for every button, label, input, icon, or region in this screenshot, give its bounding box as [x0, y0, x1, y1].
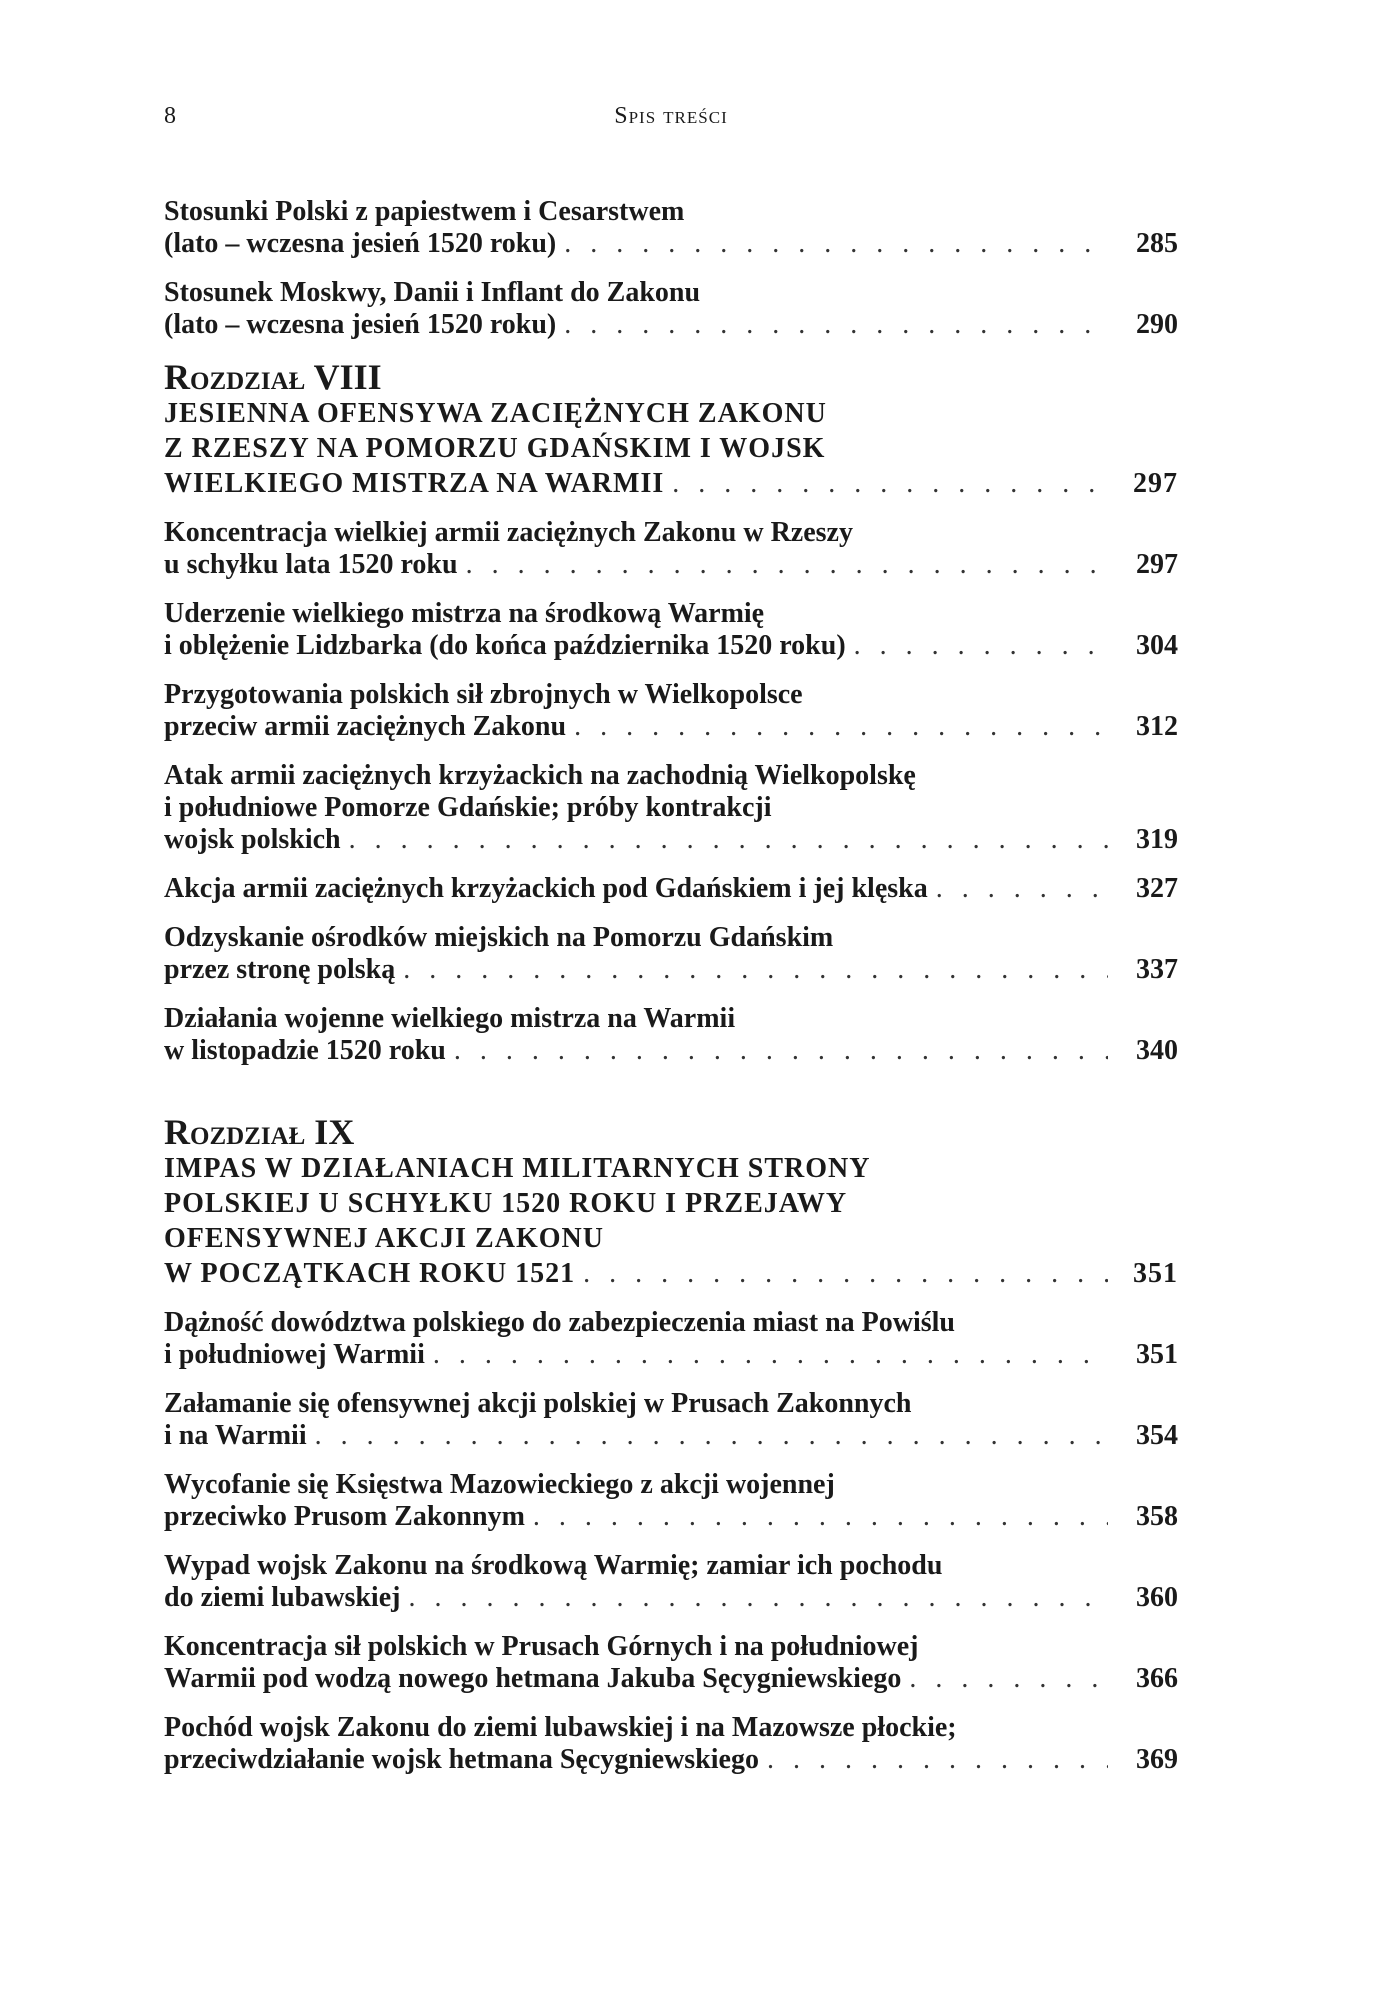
- entry-line: do ziemi lubawskiej: [164, 1582, 401, 1613]
- entry-line: i południowej Warmii: [164, 1339, 425, 1370]
- toc-entry: [164, 196, 1178, 260]
- entry-line: i oblężenie Lidzbarka (do końca października 1520 roku): [164, 630, 846, 661]
- dot-leader: [433, 1339, 1108, 1371]
- entry-line: Koncentracja sił polskich w Prusach Górnych i na południowej: [164, 1631, 919, 1662]
- entry-line: przez stronę polską: [164, 954, 396, 985]
- dot-leader: [564, 309, 1108, 341]
- entry-line: przeciw armii zaciężnych Zakonu: [164, 711, 567, 742]
- chapter-label: Rozdział VIII: [164, 357, 382, 397]
- entry-page-number: 340: [1136, 1035, 1178, 1066]
- entry-page-number: 285: [1136, 228, 1178, 259]
- chapter-title: [164, 396, 1178, 501]
- entry-page-number: 366: [1136, 1663, 1178, 1694]
- entry-last-line: [164, 1663, 1178, 1695]
- entry-last-line: [164, 1256, 1178, 1291]
- entry-line: Z RZESZY NA POMORZU GDAŃSKIM I WOJSK: [164, 433, 826, 464]
- entry-line: u schyłku lata 1520 roku: [164, 549, 458, 580]
- entry-page-number: 360: [1136, 1582, 1178, 1613]
- toc-entry: [164, 1712, 1178, 1776]
- entry-line: Działania wojenne wielkiego mistrza na Warmii: [164, 1003, 736, 1034]
- entry-line: Koncentracja wielkiej armii zaciężnych Zakonu w Rzeszy: [164, 517, 853, 548]
- toc-section-pre: [164, 196, 1178, 341]
- entry-line: JESIENNA OFENSYWA ZACIĘŻNYCH ZAKONU: [164, 398, 827, 429]
- toc-entry: [164, 922, 1178, 986]
- dot-leader: [574, 711, 1108, 743]
- entry-line: POLSKIEJ U SCHYŁKU 1520 ROKU I PRZEJAWY: [164, 1188, 848, 1219]
- entry-line: Atak armii zaciężnych krzyżackich na zachodnią Wielkopolskę: [164, 760, 916, 791]
- dot-leader: [403, 954, 1108, 986]
- toc-entry: [164, 1631, 1178, 1695]
- table-of-contents: [164, 196, 1178, 1793]
- dot-leader: [564, 228, 1108, 260]
- entry-line: Wycofanie się Księstwa Mazowieckiego z akcji wojennej: [164, 1469, 835, 1500]
- entry-last-line: [164, 824, 1178, 856]
- entry-page-number: 327: [1136, 873, 1178, 904]
- entry-last-line: [164, 466, 1178, 501]
- entry-line: przeciwko Prusom Zakonnym: [164, 1501, 525, 1532]
- dot-leader: [909, 1663, 1108, 1695]
- page-number: 8: [164, 103, 176, 129]
- dot-leader: [466, 549, 1108, 581]
- dot-leader: [854, 630, 1108, 662]
- entry-page-number: 290: [1136, 309, 1178, 340]
- toc-entry: [164, 1550, 1178, 1614]
- entry-line: i południowe Pomorze Gdańskie; próby kontrakcji: [164, 792, 772, 823]
- entry-page-number: 312: [1136, 711, 1178, 742]
- chapter-8-entries: [164, 517, 1178, 1067]
- chapter-title: [164, 1151, 1178, 1291]
- entry-page-number: 358: [1136, 1501, 1178, 1532]
- entry-line: W POCZĄTKACH ROKU 1521: [164, 1258, 576, 1289]
- dot-leader: [767, 1744, 1108, 1776]
- entry-line: IMPAS W DZIAŁANIACH MILITARNYCH STRONY: [164, 1153, 871, 1184]
- toc-entry: [164, 517, 1178, 581]
- entry-page-number: 351: [1133, 1258, 1178, 1289]
- entry-page-number: 304: [1136, 630, 1178, 661]
- toc-entry: [164, 1307, 1178, 1371]
- dot-leader: [408, 1582, 1108, 1614]
- entry-line: w listopadzie 1520 roku: [164, 1035, 446, 1066]
- dot-leader: [454, 1035, 1108, 1067]
- entry-last-line: [164, 954, 1178, 986]
- entry-line: wojsk polskich: [164, 824, 341, 855]
- entry-line: (lato – wczesna jesień 1520 roku): [164, 228, 557, 259]
- entry-last-line: [164, 309, 1178, 341]
- entry-page-number: 297: [1136, 549, 1178, 580]
- entry-last-line: [164, 1339, 1178, 1371]
- dot-leader: [583, 1256, 1108, 1291]
- entry-line: Stosunki Polski z papiestwem i Cesarstwem: [164, 196, 685, 227]
- chapter-9-entries: [164, 1307, 1178, 1776]
- entry-line: Wypad wojsk Zakonu na środkową Warmię; zamiar ich pochodu: [164, 1550, 943, 1581]
- entry-last-line: [164, 1420, 1178, 1452]
- entry-line: Akcja armii zaciężnych krzyżackich pod Gdańskiem i jej klęska: [164, 873, 928, 904]
- entry-last-line: [164, 1582, 1178, 1614]
- toc-entry: [164, 873, 1178, 905]
- entry-line: i na Warmii: [164, 1420, 307, 1451]
- entry-last-line: [164, 1744, 1178, 1776]
- chapter-9-heading: [164, 1113, 1178, 1291]
- entry-page-number: 319: [1136, 824, 1178, 855]
- chapter-8-heading: [164, 358, 1178, 501]
- entry-page-number: 354: [1136, 1420, 1178, 1451]
- entry-page-number: 351: [1136, 1339, 1178, 1370]
- dot-leader: [936, 873, 1108, 905]
- entry-last-line: [164, 549, 1178, 581]
- dot-leader: [672, 466, 1108, 501]
- entry-last-line: [164, 873, 1178, 905]
- entry-last-line: [164, 228, 1178, 260]
- entry-page-number: 369: [1136, 1744, 1178, 1775]
- running-head: [164, 103, 1178, 139]
- entry-line: Stosunek Moskwy, Danii i Inflant do Zakonu: [164, 277, 701, 308]
- toc-entry: [164, 277, 1178, 341]
- toc-entry: [164, 1388, 1178, 1452]
- entry-line: Załamanie się ofensywnej akcji polskiej w Prusach Zakonnych: [164, 1388, 912, 1419]
- entry-page-number: 297: [1133, 468, 1178, 499]
- entry-line: Przygotowania polskich sił zbrojnych w Wielkopolsce: [164, 679, 803, 710]
- entry-line: OFENSYWNEJ AKCJI ZAKONU: [164, 1223, 604, 1254]
- dot-leader: [349, 824, 1108, 856]
- entry-last-line: [164, 1501, 1178, 1533]
- entry-page-number: 337: [1136, 954, 1178, 985]
- dot-leader: [533, 1501, 1108, 1533]
- toc-entry: [164, 1003, 1178, 1067]
- dot-leader: [315, 1420, 1108, 1452]
- entry-line: WIELKIEGO MISTRZA NA WARMII: [164, 468, 665, 499]
- entry-line: Pochód wojsk Zakonu do ziemi lubawskiej i na Mazowsze płockie;: [164, 1712, 957, 1743]
- entry-line: Warmii pod wodzą nowego hetmana Jakuba Sęcygniewskiego: [164, 1663, 902, 1694]
- entry-last-line: [164, 711, 1178, 743]
- entry-line: Odzyskanie ośrodków miejskich na Pomorzu Gdańskim: [164, 922, 834, 953]
- entry-line: Uderzenie wielkiego mistrza na środkową Warmię: [164, 598, 765, 629]
- toc-entry: [164, 1469, 1178, 1533]
- chapter-label: Rozdział IX: [164, 1112, 355, 1152]
- entry-line: Dążność dowództwa polskiego do zabezpieczenia miast na Powiślu: [164, 1307, 955, 1338]
- entry-line: (lato – wczesna jesień 1520 roku): [164, 309, 557, 340]
- entry-line: przeciwdziałanie wojsk hetmana Sęcygniewskiego: [164, 1744, 759, 1775]
- toc-entry: [164, 598, 1178, 662]
- toc-entry: [164, 760, 1178, 856]
- toc-entry: [164, 679, 1178, 743]
- entry-last-line: [164, 630, 1178, 662]
- running-title: Spis treści: [614, 103, 728, 129]
- entry-last-line: [164, 1035, 1178, 1067]
